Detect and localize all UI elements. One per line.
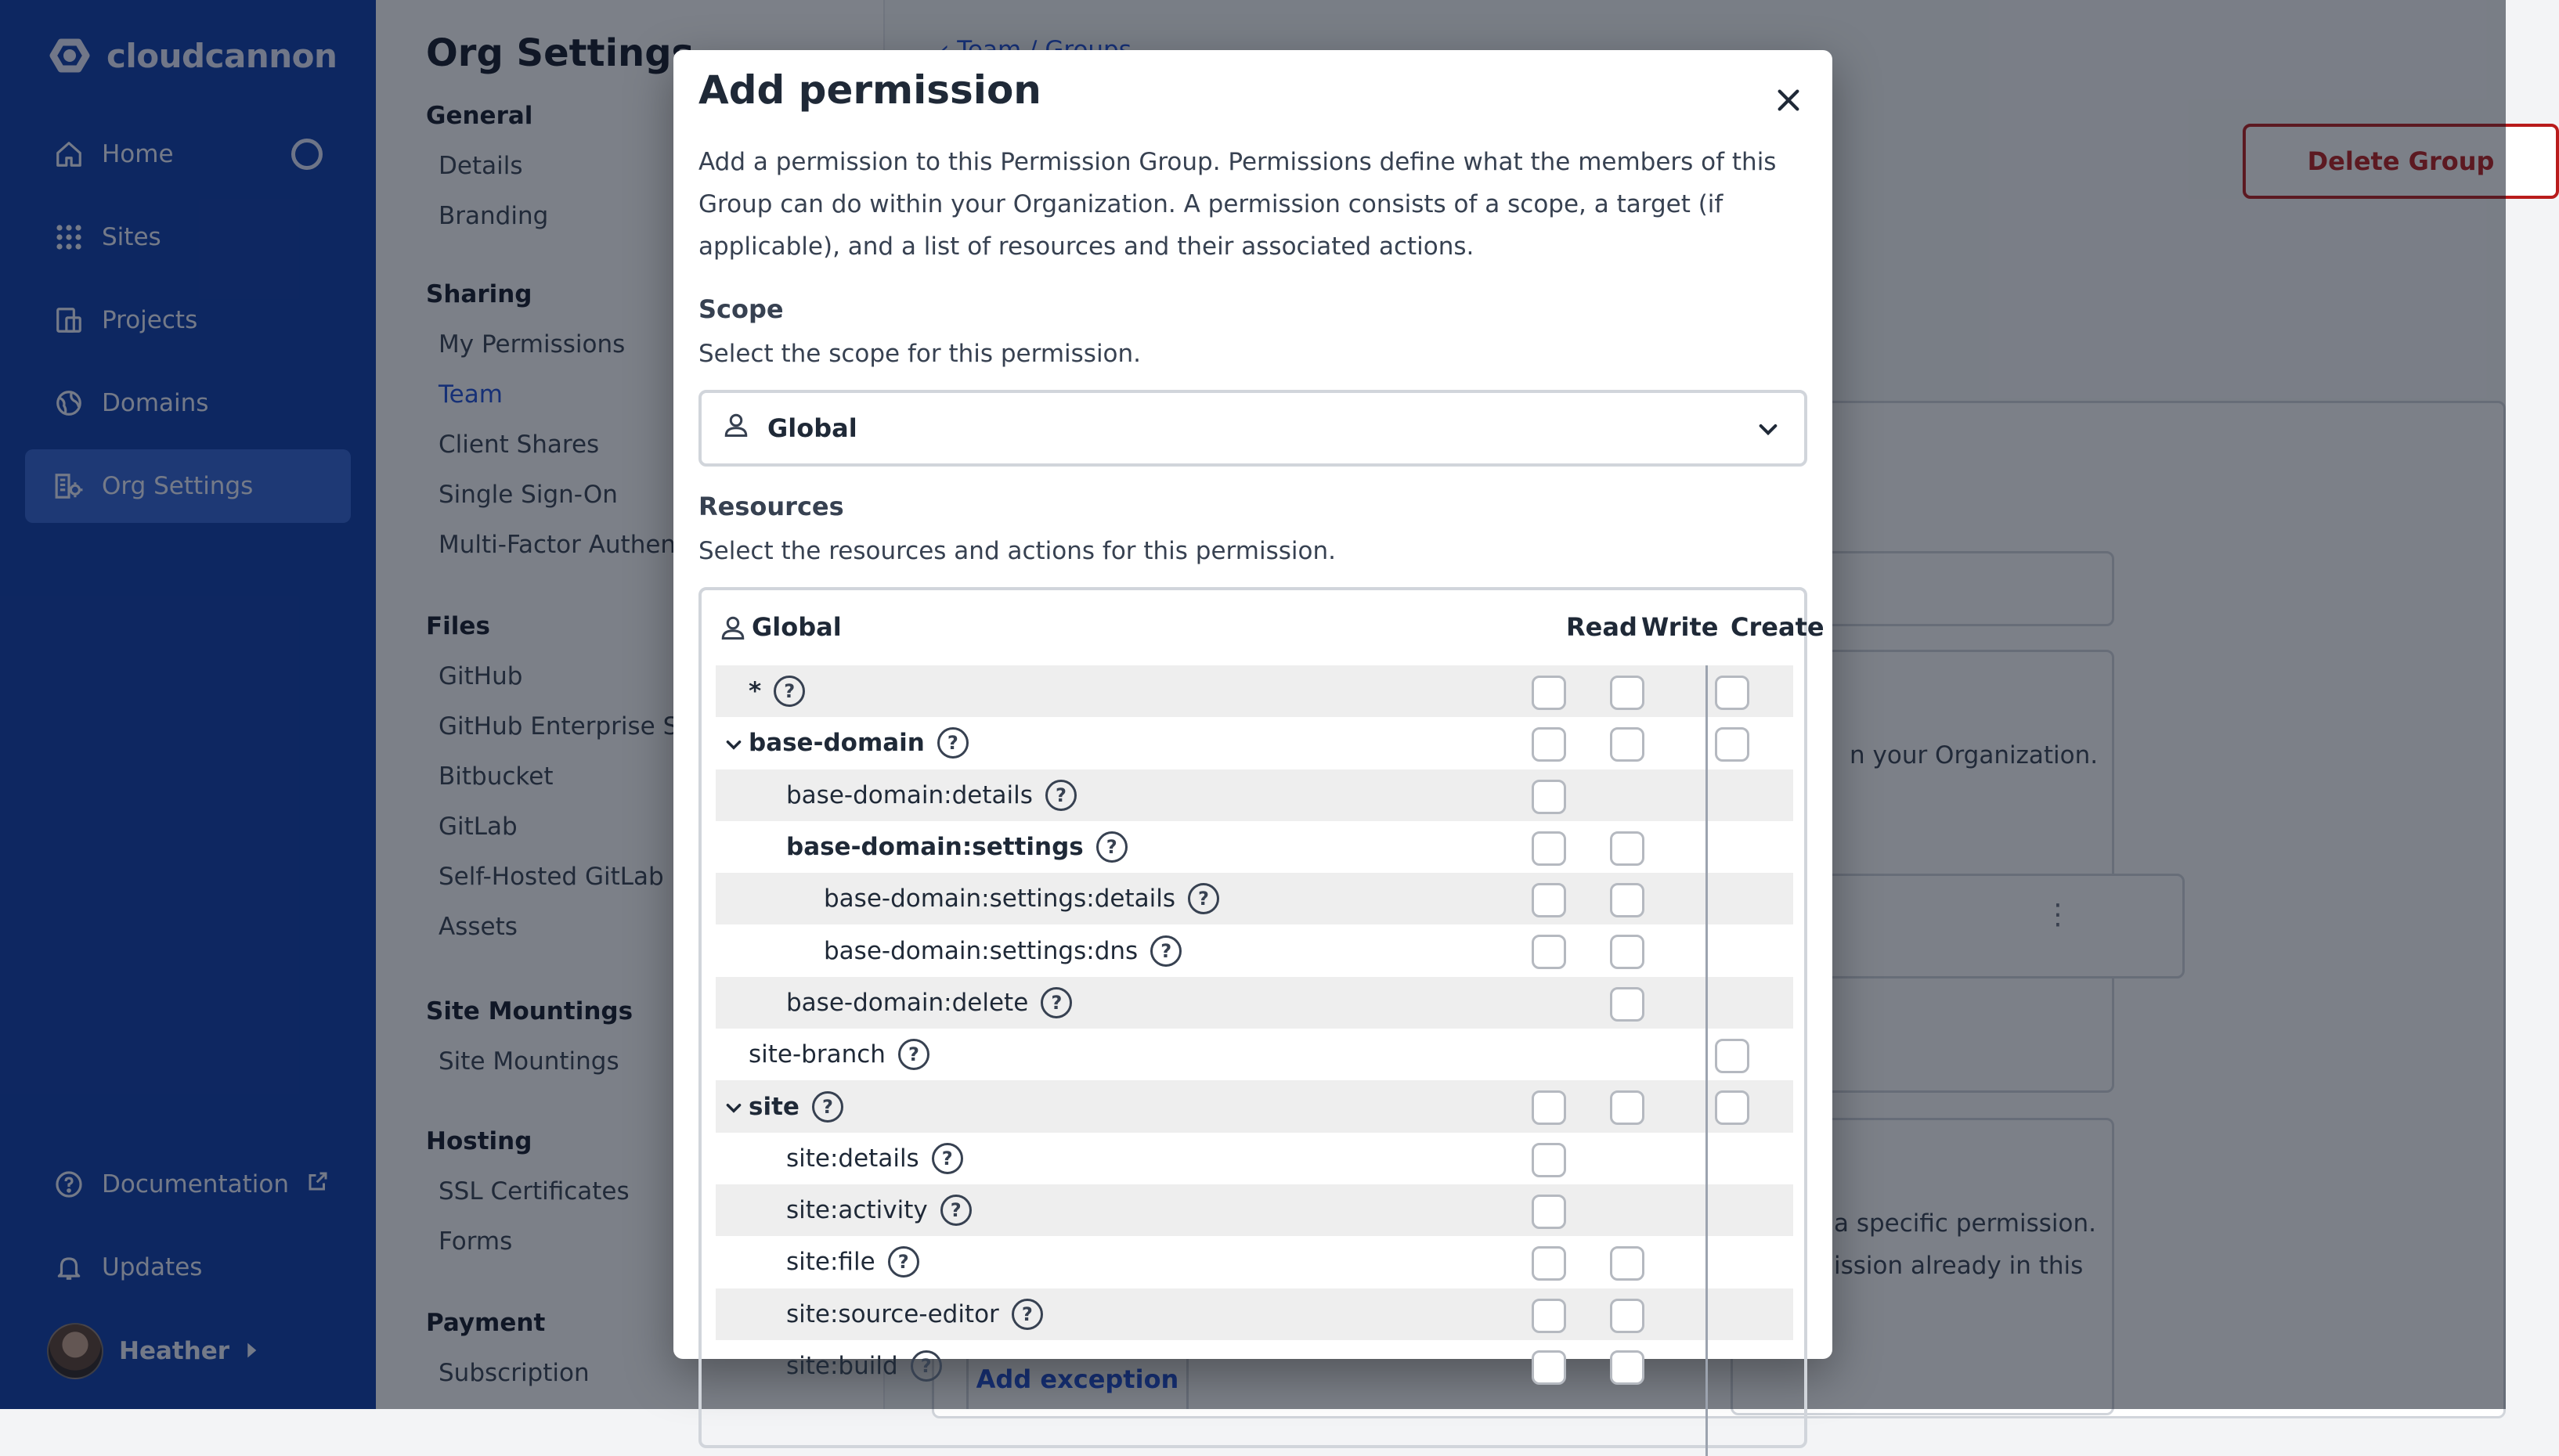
- read-checkbox[interactable]: [1532, 1090, 1566, 1125]
- resource-row: [716, 873, 1793, 924]
- add-permission-modal: [673, 50, 1832, 1380]
- resource-name: site:build: [786, 1352, 898, 1380]
- resources-rows: [716, 665, 1793, 1392]
- column-header-write: Write: [1641, 612, 1719, 642]
- resource-row: [716, 1288, 1793, 1340]
- resource-name: base-domain: [749, 729, 925, 758]
- write-checkbox[interactable]: [1610, 676, 1644, 710]
- resource-name: base-domain:delete: [786, 988, 1029, 1017]
- resource-label: [786, 1246, 919, 1278]
- scope-select[interactable]: [698, 390, 1807, 467]
- resources-table-header: [702, 590, 1825, 665]
- resource-label: [749, 727, 969, 759]
- help-icon[interactable]: ?: [940, 1195, 972, 1226]
- read-checkbox[interactable]: [1532, 1195, 1566, 1229]
- resource-row: [716, 1340, 1793, 1392]
- chevron-down-icon[interactable]: [724, 734, 744, 758]
- resource-name: *: [749, 677, 762, 706]
- resource-name: base-domain:settings: [786, 833, 1084, 862]
- write-checkbox[interactable]: [1610, 1299, 1644, 1333]
- resource-row: [716, 924, 1793, 976]
- resources-subtitle: Select the resources and actions for this permission.: [698, 537, 1336, 565]
- resource-label: [749, 676, 805, 707]
- resources-table: [698, 587, 1825, 1448]
- write-checkbox[interactable]: [1610, 935, 1644, 969]
- close-icon[interactable]: [1770, 81, 1807, 119]
- resource-name: base-domain:details: [786, 780, 1033, 809]
- read-checkbox[interactable]: [1532, 1299, 1566, 1333]
- scope-heading: Scope: [698, 294, 784, 324]
- resource-row: [716, 1236, 1793, 1288]
- help-icon[interactable]: ?: [774, 676, 805, 707]
- resource-label: [824, 935, 1182, 967]
- write-checkbox[interactable]: [1610, 1090, 1644, 1125]
- resource-label: [786, 1350, 942, 1382]
- resources-heading: Resources: [698, 492, 844, 521]
- read-checkbox[interactable]: [1532, 883, 1566, 917]
- resource-name: site:activity: [786, 1196, 928, 1225]
- resource-row: [716, 977, 1793, 1029]
- resource-name: site:source-editor: [786, 1299, 999, 1328]
- help-icon[interactable]: ?: [1150, 935, 1182, 967]
- help-icon[interactable]: ?: [1045, 780, 1077, 811]
- read-checkbox[interactable]: [1532, 727, 1566, 762]
- help-icon[interactable]: ?: [898, 1039, 929, 1070]
- chevron-down-icon[interactable]: [724, 1097, 744, 1121]
- read-checkbox[interactable]: [1532, 935, 1566, 969]
- column-header-create: Create: [1731, 612, 1825, 642]
- read-checkbox[interactable]: [1532, 676, 1566, 710]
- help-icon[interactable]: ?: [932, 1143, 963, 1174]
- create-checkbox[interactable]: [1715, 676, 1749, 710]
- resource-row: [716, 665, 1793, 717]
- resource-row: [716, 1133, 1793, 1184]
- write-checkbox[interactable]: [1610, 987, 1644, 1022]
- create-checkbox[interactable]: [1715, 1039, 1749, 1073]
- resource-name: site:details: [786, 1144, 919, 1173]
- resource-row: [716, 769, 1793, 821]
- resource-name: site: [749, 1092, 799, 1121]
- read-checkbox[interactable]: [1532, 780, 1566, 814]
- resources-scope-label: Global: [752, 612, 842, 642]
- resource-label: [824, 883, 1219, 914]
- write-checkbox[interactable]: [1610, 727, 1644, 762]
- read-checkbox[interactable]: [1532, 1350, 1566, 1385]
- help-icon[interactable]: ?: [888, 1246, 919, 1278]
- resource-name: base-domain:settings:dns: [824, 936, 1139, 965]
- help-icon[interactable]: ?: [812, 1091, 843, 1123]
- resource-label: [786, 1195, 972, 1226]
- column-header-read: Read: [1566, 612, 1637, 642]
- modal-description: Add a permission to this Permission Group. Permissions define what the members of this Group can do within your Organization. A permission consists of a scope, a target (if applicable), and a list of resources and their associated actions.: [698, 148, 1777, 261]
- resource-row: [716, 1184, 1793, 1236]
- resource-name: site:file: [786, 1248, 875, 1277]
- chevron-down-icon: [1756, 416, 1781, 448]
- resource-row: [716, 1080, 1793, 1132]
- column-divider: [1705, 665, 1708, 1456]
- resource-row: [716, 1029, 1793, 1080]
- read-checkbox[interactable]: [1532, 1246, 1566, 1281]
- resource-label: [786, 780, 1077, 811]
- resource-label: [786, 987, 1072, 1018]
- help-icon[interactable]: ?: [911, 1350, 942, 1382]
- resource-label: [749, 1091, 843, 1123]
- write-checkbox[interactable]: [1610, 1246, 1644, 1281]
- resource-row: [716, 821, 1793, 873]
- user-icon: [722, 411, 750, 445]
- resource-name: base-domain:settings:details: [824, 885, 1175, 914]
- resource-label: [786, 1143, 963, 1174]
- resource-name: site-branch: [749, 1040, 886, 1069]
- create-checkbox[interactable]: [1715, 1090, 1749, 1125]
- resource-row: [716, 717, 1793, 769]
- modal-title: Add permission: [698, 67, 1041, 113]
- write-checkbox[interactable]: [1610, 1350, 1644, 1385]
- help-icon[interactable]: ?: [937, 727, 969, 759]
- user-icon: [719, 614, 747, 645]
- scope-selected-value: Global: [767, 413, 857, 443]
- resource-label: [786, 831, 1128, 863]
- resource-label: [749, 1039, 929, 1070]
- help-icon[interactable]: ?: [1041, 987, 1072, 1018]
- read-checkbox[interactable]: [1532, 831, 1566, 866]
- help-icon[interactable]: ?: [1096, 831, 1128, 863]
- help-icon[interactable]: ?: [1012, 1299, 1043, 1330]
- write-checkbox[interactable]: [1610, 831, 1644, 866]
- read-checkbox[interactable]: [1532, 1143, 1566, 1177]
- help-icon[interactable]: ?: [1188, 883, 1219, 914]
- write-checkbox[interactable]: [1610, 883, 1644, 917]
- create-checkbox[interactable]: [1715, 727, 1749, 762]
- resource-label: [786, 1299, 1043, 1330]
- scope-subtitle: Select the scope for this permission.: [698, 340, 1142, 368]
